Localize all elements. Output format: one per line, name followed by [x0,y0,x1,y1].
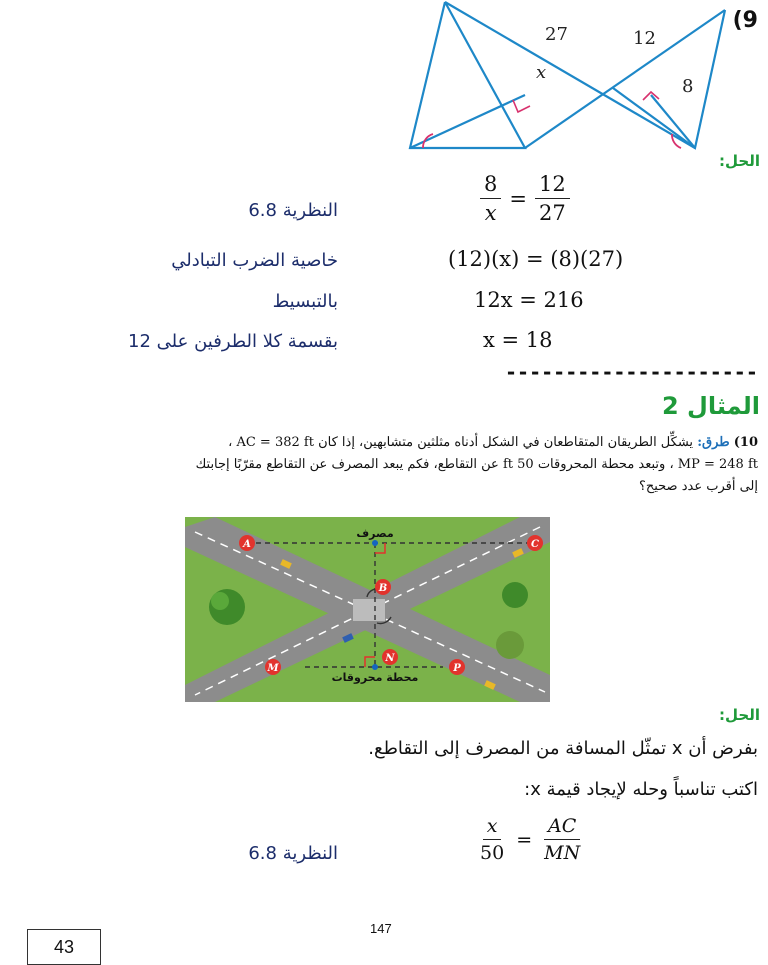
marker-A: A [243,539,251,550]
solution10-equation: $\frac{x}{50}$ = $\frac{AC}{MN}$ [476,815,584,864]
problem9-number: (9 [732,8,758,33]
solution10-line1: بفرض أن x تمثّل المسافة من المصرف إلى التقاطع. [368,738,758,759]
label-12: 12 [633,28,656,49]
gas-station-label: محطة محروقات [331,671,419,684]
solution9-heading: الحل: [719,152,760,170]
problem10-line3: إلى أقرب عدد صحيح؟ [638,479,758,494]
step3-reason: بالتبسيط [272,291,338,312]
frac-AC-over-MN: $\frac{AC}{MN}$ [544,815,581,864]
right-triangle [613,10,725,148]
problem10-line2: MP = 248 ft ، وتبعد محطة المحروقات 50 ft عن التقاطع، فكم يبعد المصرف عن التقاطع مقرّبًا إجابتك [195,457,758,472]
marker-C: C [531,539,539,550]
marker-B: B [378,583,388,594]
step2-reason: خاصية الضرب التبادلي [171,250,338,271]
tree-right-top [502,582,528,608]
left-altitude [410,95,525,148]
bowtie-triangles-figure [395,0,735,155]
separator-line: --------------------- [505,360,758,384]
road-map-figure [185,517,550,702]
label-27: 27 [545,24,568,45]
problem10-keyword: طرق: [697,435,730,450]
frac-8-over-x: $\frac{8}{x}$ [480,172,501,225]
frac-12-over-27: $\frac{12}{27}$ [535,172,570,225]
label-x: x [536,62,547,83]
step4-reason: بقسمة كلا الطرفين على 12 [128,331,338,352]
left-angle-arc [423,134,433,148]
marker-N: N [385,653,395,664]
solution10-reason: النظرية 6.8 [248,843,338,864]
marker-P: P [453,663,461,674]
page-number-box: 43 [27,929,101,965]
left-triangle [410,2,525,148]
frac-x-over-50: $\frac{x}{50}$ [480,815,505,864]
cross-line-1 [445,2,695,148]
step1-reason: النظرية 6.8 [248,200,338,221]
solution10-line2: اكتب تناسباً وحله لإيجاد قيمة x: [524,779,758,800]
problem10-line1: (10 طرق: يشكِّل الطريقان المتقاطعان في الشكل أدناه مثلثين متشابهين، إذا كان AC = 382 ft ، [228,435,758,450]
step4-expression: x = 18 [483,328,553,352]
center-page-number: 147 [370,921,392,936]
bank-label: مصرف [356,527,394,540]
step2-expression: (12)(x) = (8)(27) [448,247,624,271]
label-8: 8 [682,76,694,97]
problem10-number: (10 [733,435,758,450]
marker-M: M [267,663,279,674]
problem10-text [8,432,758,498]
bush-right [496,631,524,659]
left-right-angle-mark [513,100,530,112]
step3-expression: 12x = 216 [474,288,584,312]
step1-equation: $\frac{8}{x}$ = $\frac{12}{27}$ [480,172,570,225]
solution10-heading: الحل: [719,706,760,724]
example-title: المثال 2 [661,392,760,420]
